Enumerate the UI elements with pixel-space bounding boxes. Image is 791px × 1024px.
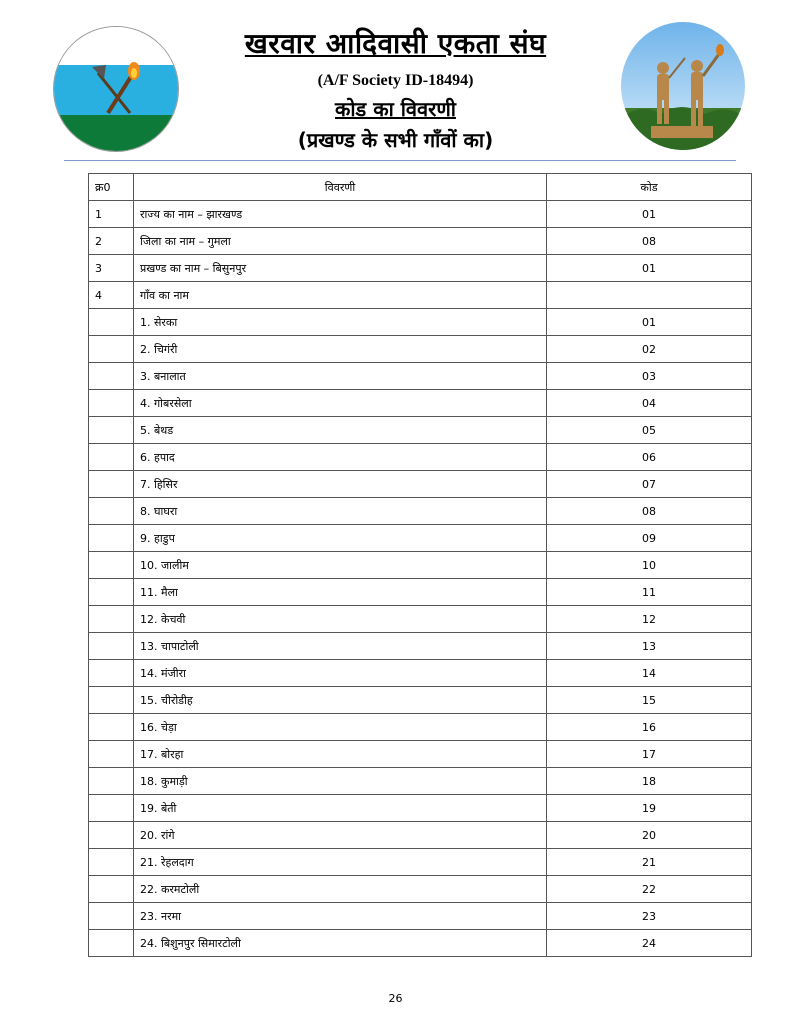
header-divider xyxy=(64,160,736,161)
row-description-cell: गाँव का नाम xyxy=(134,282,547,309)
row-number-cell xyxy=(89,390,134,417)
row-code-cell: 14 xyxy=(547,660,752,687)
row-number-cell xyxy=(89,876,134,903)
table-row xyxy=(89,849,752,876)
table-row xyxy=(89,606,752,633)
row-number-cell xyxy=(89,363,134,390)
row-number-cell xyxy=(89,687,134,714)
row-description-cell: 1. सेरका xyxy=(134,309,547,336)
row-number-cell xyxy=(89,795,134,822)
row-description-cell: 22. करमटोली xyxy=(134,876,547,903)
row-description-cell: 24. बिशुनपुर सिमारटोली xyxy=(134,930,547,957)
row-number-cell xyxy=(89,903,134,930)
row-code-cell: 15 xyxy=(547,687,752,714)
row-number-cell xyxy=(89,741,134,768)
table-row xyxy=(89,390,752,417)
document-subtitle-scope: (प्रखण्ड के सभी गाँवों का) xyxy=(297,128,494,152)
row-description-cell: 4. गोबरसेला xyxy=(134,390,547,417)
row-description-cell: 2. चिगंरी xyxy=(134,336,547,363)
row-description-cell: 6. हपाद xyxy=(134,444,547,471)
row-description-cell: 7. हिसिर xyxy=(134,471,547,498)
table-row xyxy=(89,444,752,471)
row-code-cell: 01 xyxy=(547,255,752,282)
row-description-cell: जिला का नाम – गुमला xyxy=(134,228,547,255)
row-description-cell: 21. रेहलदाग xyxy=(134,849,547,876)
row-description-cell: 5. बेथड xyxy=(134,417,547,444)
row-number-cell xyxy=(89,309,134,336)
row-description-cell: 12. केचवी xyxy=(134,606,547,633)
row-number-cell xyxy=(89,525,134,552)
row-code-cell: 08 xyxy=(547,498,752,525)
row-number-cell xyxy=(89,471,134,498)
row-code-cell: 03 xyxy=(547,363,752,390)
row-number-cell xyxy=(89,768,134,795)
row-code-cell: 02 xyxy=(547,336,752,363)
document-subtitle: कोड का विवरणी xyxy=(335,97,456,121)
table-header-row xyxy=(89,174,752,201)
table-row xyxy=(89,741,752,768)
row-description-cell: प्रखण्ड का नाम – बिसुनपुर xyxy=(134,255,547,282)
table-row xyxy=(89,579,752,606)
row-number-cell xyxy=(89,930,134,957)
table-row xyxy=(89,687,752,714)
row-number-cell xyxy=(89,849,134,876)
table-row xyxy=(89,417,752,444)
row-code-cell: 16 xyxy=(547,714,752,741)
row-description-cell: 11. मैला xyxy=(134,579,547,606)
row-description-cell: 13. चापाटोली xyxy=(134,633,547,660)
organization-title: खरवार आदिवासी एकता संघ xyxy=(244,27,547,60)
row-description-cell: 14. मंजीरा xyxy=(134,660,547,687)
table-row xyxy=(89,336,752,363)
row-code-cell: 07 xyxy=(547,471,752,498)
row-number-cell: 4 xyxy=(89,282,134,309)
row-code-cell: 19 xyxy=(547,795,752,822)
row-code-cell: 01 xyxy=(547,309,752,336)
row-code-cell: 01 xyxy=(547,201,752,228)
row-code-cell: 20 xyxy=(547,822,752,849)
table-row xyxy=(89,822,752,849)
row-description-cell: 3. बनालात xyxy=(134,363,547,390)
table-row xyxy=(89,255,752,282)
statue-image-icon xyxy=(621,22,745,150)
row-code-cell: 13 xyxy=(547,633,752,660)
row-description-cell: 15. चीरोडीह xyxy=(134,687,547,714)
row-code-cell: 08 xyxy=(547,228,752,255)
page-header xyxy=(0,0,791,165)
column-header-no: क्र0 xyxy=(89,174,134,201)
table-row xyxy=(89,633,752,660)
row-number-cell xyxy=(89,552,134,579)
table-row xyxy=(89,552,752,579)
row-number-cell xyxy=(89,606,134,633)
table-row xyxy=(89,525,752,552)
row-number-cell: 3 xyxy=(89,255,134,282)
row-description-cell: 8. घाघरा xyxy=(134,498,547,525)
row-description-cell: 19. बेती xyxy=(134,795,547,822)
table-row xyxy=(89,309,752,336)
row-code-cell: 09 xyxy=(547,525,752,552)
table-row xyxy=(89,471,752,498)
row-code-cell: 12 xyxy=(547,606,752,633)
table-row xyxy=(89,795,752,822)
table-row xyxy=(89,363,752,390)
row-description-cell: 18. कुमाड़ी xyxy=(134,768,547,795)
row-description-cell: 20. रांगे xyxy=(134,822,547,849)
row-code-cell: 06 xyxy=(547,444,752,471)
table-row xyxy=(89,660,752,687)
row-number-cell: 1 xyxy=(89,201,134,228)
row-code-cell xyxy=(547,282,752,309)
column-header-code: कोड xyxy=(547,174,752,201)
table-row xyxy=(89,876,752,903)
table-row xyxy=(89,228,752,255)
row-number-cell xyxy=(89,822,134,849)
row-code-cell: 22 xyxy=(547,876,752,903)
row-number-cell: 2 xyxy=(89,228,134,255)
row-description-cell: 17. बोरहा xyxy=(134,741,547,768)
row-number-cell xyxy=(89,579,134,606)
table-row xyxy=(89,498,752,525)
row-code-cell: 05 xyxy=(547,417,752,444)
row-description-cell: 10. जालीम xyxy=(134,552,547,579)
row-number-cell xyxy=(89,444,134,471)
table-row xyxy=(89,930,752,957)
page-number: 26 xyxy=(388,992,403,1005)
row-number-cell xyxy=(89,660,134,687)
row-description-cell: 16. चेड़ा xyxy=(134,714,547,741)
row-code-cell: 17 xyxy=(547,741,752,768)
table-row xyxy=(89,903,752,930)
row-code-cell: 10 xyxy=(547,552,752,579)
row-code-cell: 18 xyxy=(547,768,752,795)
row-description-cell: 9. हाडुप xyxy=(134,525,547,552)
row-code-cell: 21 xyxy=(547,849,752,876)
row-description-cell: राज्य का नाम – झारखण्ड xyxy=(134,201,547,228)
row-number-cell xyxy=(89,417,134,444)
statue-photo xyxy=(621,22,745,150)
table-row xyxy=(89,201,752,228)
row-number-cell xyxy=(89,714,134,741)
table-row xyxy=(89,282,752,309)
table-row xyxy=(89,714,752,741)
row-number-cell xyxy=(89,498,134,525)
table-body xyxy=(89,201,752,957)
row-code-cell: 11 xyxy=(547,579,752,606)
row-code-cell: 23 xyxy=(547,903,752,930)
row-code-cell: 04 xyxy=(547,390,752,417)
row-code-cell: 24 xyxy=(547,930,752,957)
row-description-cell: 23. नरमा xyxy=(134,903,547,930)
society-id: (A/F Society ID-18494) xyxy=(317,72,474,89)
row-number-cell xyxy=(89,633,134,660)
table-row xyxy=(89,768,752,795)
column-header-description: विवरणी xyxy=(134,174,547,201)
code-table xyxy=(88,173,752,957)
row-number-cell xyxy=(89,336,134,363)
